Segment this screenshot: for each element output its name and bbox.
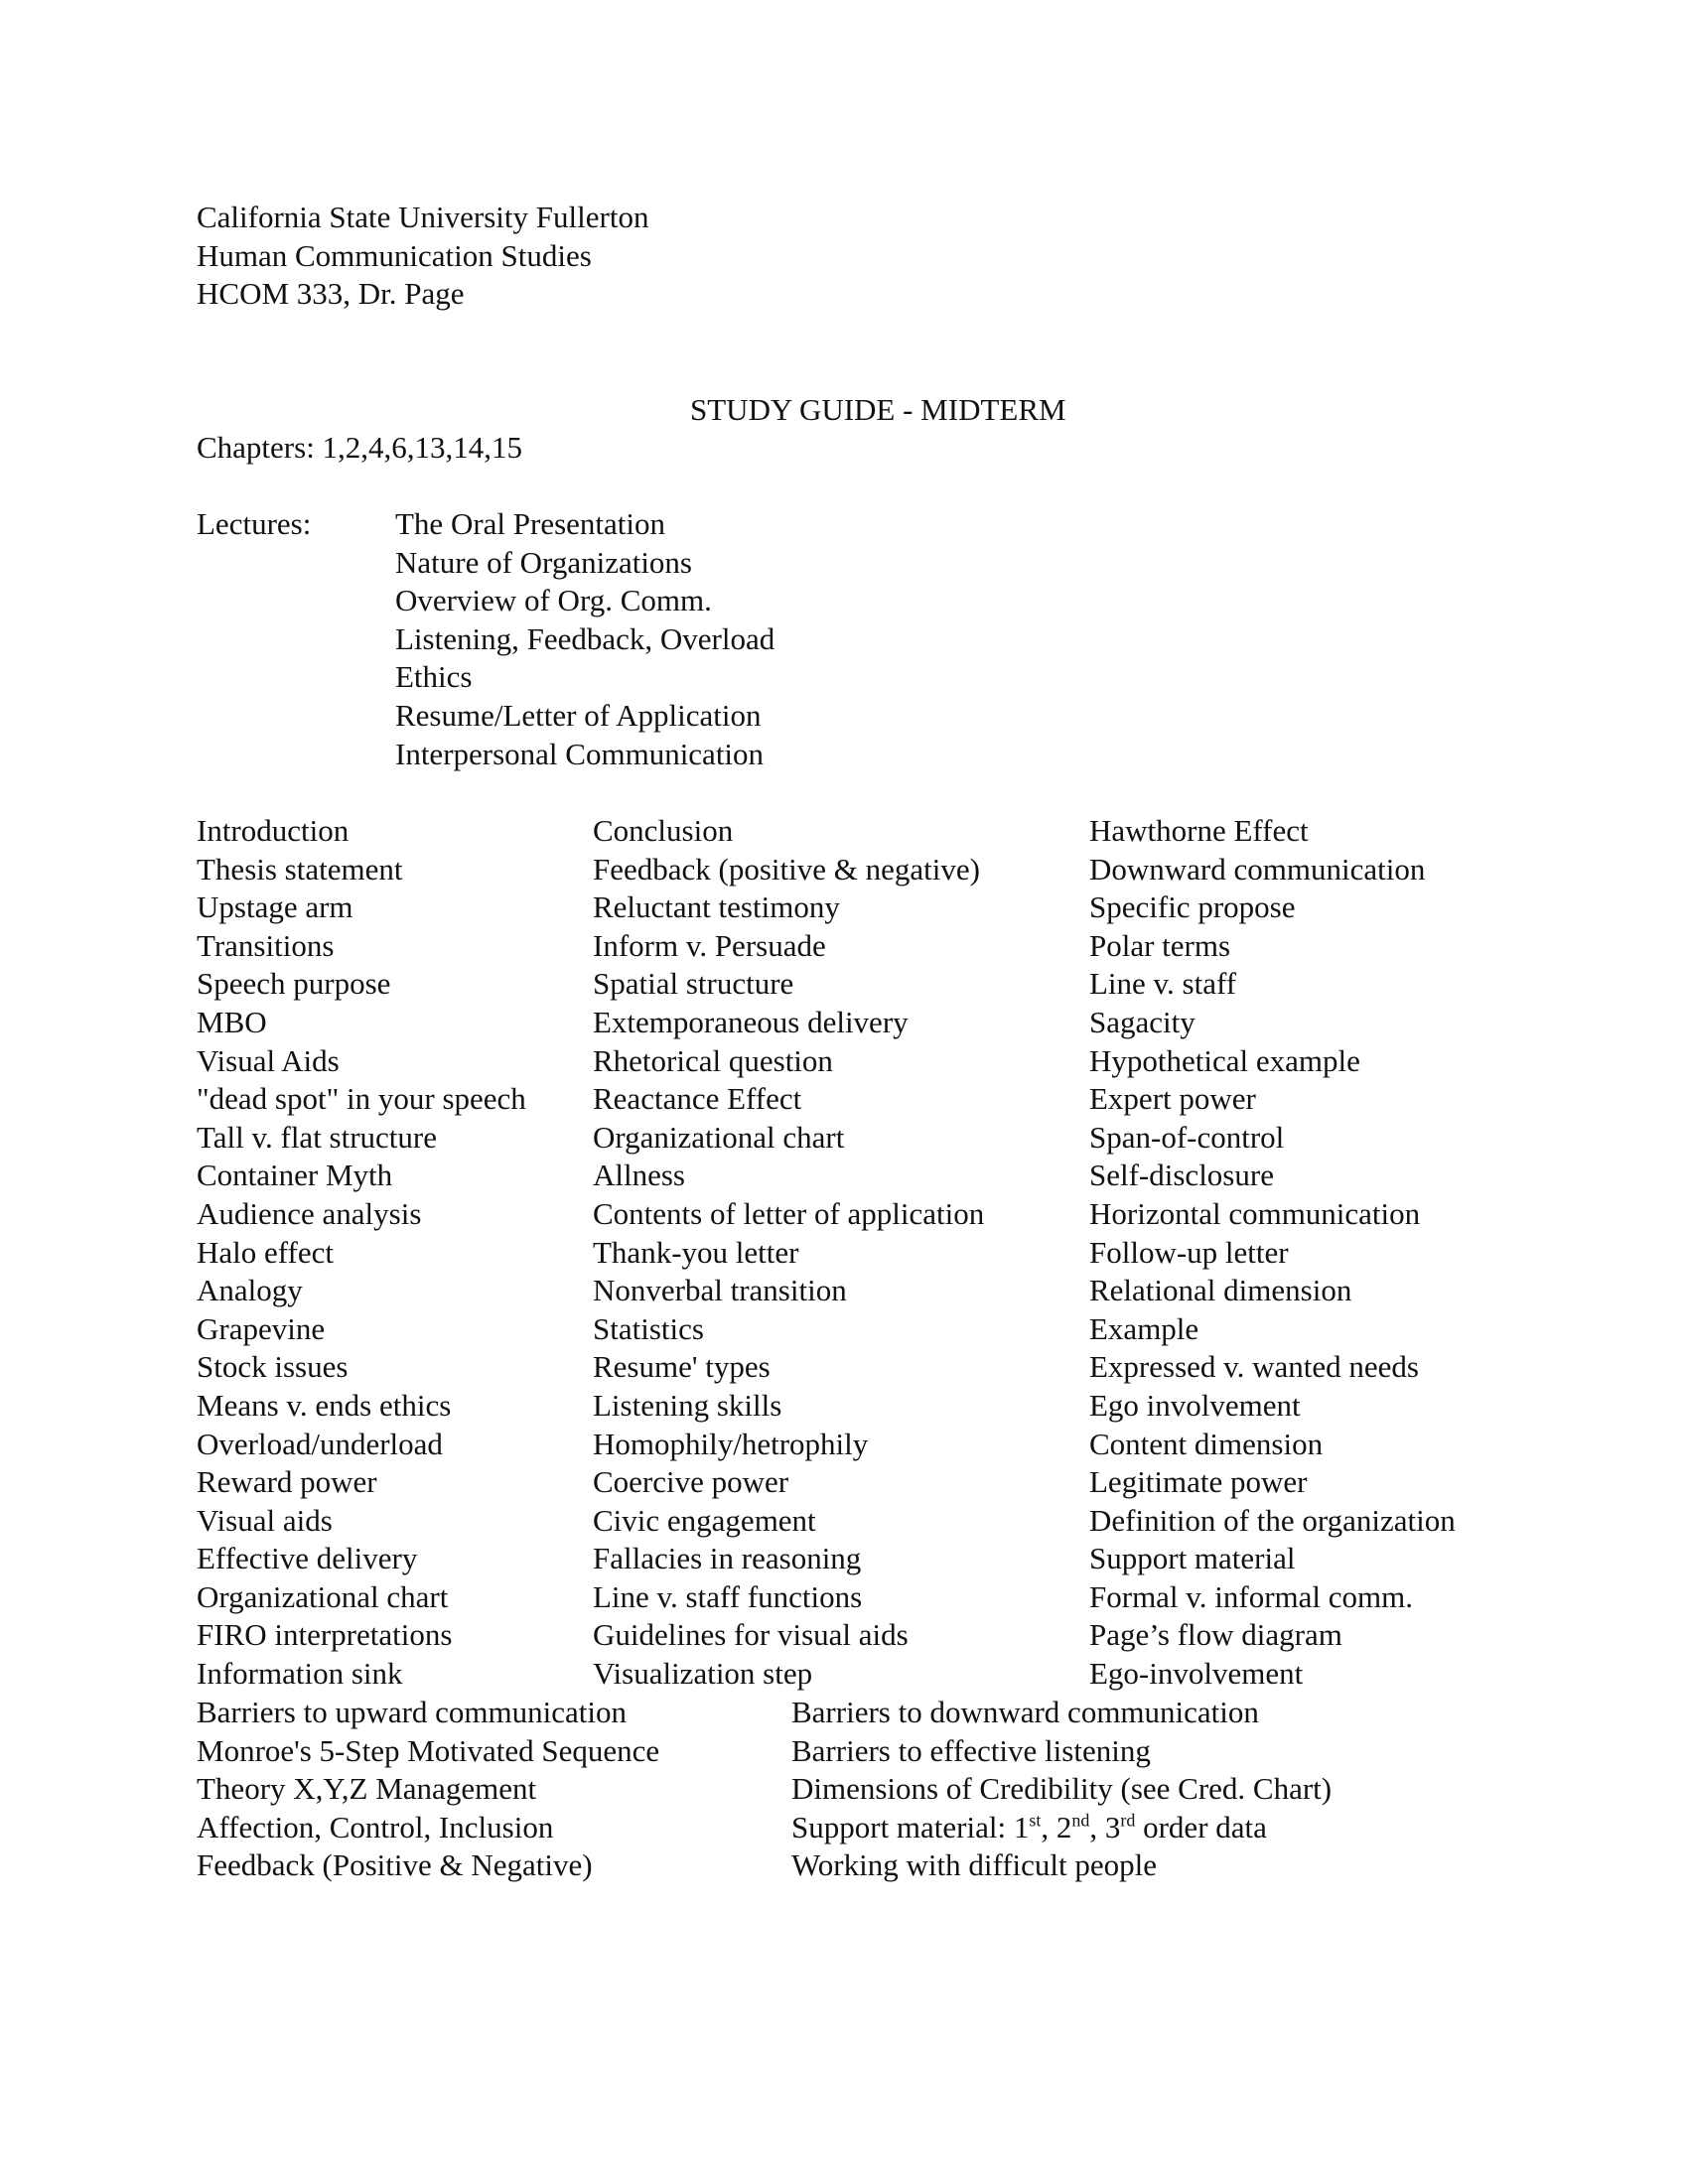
topic-item: Barriers to upward communication [197, 1695, 628, 1729]
terms-column-3 [1089, 812, 1456, 1694]
term-item: Line v. staff functions [593, 1578, 863, 1614]
term-item: Thank-you letter [593, 1234, 799, 1270]
lecture-item: Interpersonal Communication [395, 736, 765, 771]
term-item: Page’s flow diagram [1089, 1617, 1342, 1653]
term-item: Expressed v. wanted needs [1089, 1349, 1419, 1385]
term-item: Introduction [197, 813, 350, 848]
term-item: Polar terms [1089, 927, 1231, 963]
term-item: Definition of the organization [1089, 1502, 1456, 1538]
topic-item: Working with difficult people [791, 1847, 1158, 1883]
term-item: Allness [593, 1158, 685, 1193]
term-item: Overload/underload [197, 1426, 443, 1461]
term-item: Feedback (positive & negative) [593, 851, 980, 887]
term-item: Tall v. flat structure [197, 1119, 438, 1155]
lecture-item: Resume/Letter of Application [395, 697, 762, 733]
lecture-item: Nature of Organizations [395, 544, 692, 580]
term-item: MBO [197, 1004, 267, 1039]
support-suffix: order data [1135, 1809, 1267, 1844]
term-item: Grapevine [197, 1310, 326, 1346]
topics-column-left [197, 1694, 659, 1885]
term-item: Inform v. Persuade [593, 927, 826, 963]
term-item: Upstage arm [197, 889, 353, 925]
term-item: Audience analysis [197, 1195, 422, 1231]
term-item: Hawthorne Effect [1089, 813, 1309, 848]
term-item: Homophily/hetrophily [593, 1426, 869, 1461]
term-item: Line v. staff [1089, 966, 1237, 1002]
ordinal-suffix: st [1029, 1810, 1042, 1831]
lectures-label: Lectures: [197, 506, 312, 541]
term-item: Self-disclosure [1089, 1158, 1274, 1193]
term-item: Coercive power [593, 1464, 789, 1500]
university-name: California State University Fullerton [197, 200, 649, 234]
term-item: Hypothetical example [1089, 1042, 1360, 1078]
term-item: "dead spot" in your speech [197, 1081, 526, 1117]
topic-item-support-material [791, 1809, 1332, 1847]
ordinal-suffix: rd [1120, 1810, 1136, 1831]
term-item: Visualization step [593, 1656, 813, 1692]
lecture-item: The Oral Presentation [395, 506, 666, 541]
topic-item: Feedback (Positive & Negative) [197, 1847, 593, 1883]
term-item: FIRO interpretations [197, 1617, 453, 1653]
document-title: STUDY GUIDE - MIDTERM [690, 392, 1066, 427]
term-item: Downward communication [1089, 851, 1426, 887]
term-item: Stock issues [197, 1349, 349, 1385]
ordinal-suffix: nd [1071, 1810, 1090, 1831]
topics-column-right [791, 1694, 1332, 1885]
topic-item: Affection, Control, Inclusion [197, 1809, 554, 1844]
lectures-list [395, 505, 774, 773]
term-item: Means v. ends ethics [197, 1387, 452, 1423]
lecture-item: Overview of Org. Comm. [395, 583, 712, 618]
term-item: Container Myth [197, 1158, 393, 1193]
term-item: Formal v. informal comm. [1089, 1578, 1414, 1614]
term-item: Extemporaneous delivery [593, 1004, 909, 1039]
support-sep: , 2 [1041, 1809, 1072, 1844]
term-item: Conclusion [593, 813, 734, 848]
lecture-item: Ethics [395, 659, 473, 695]
terms-column-2 [593, 812, 984, 1694]
support-sep: , 3 [1089, 1809, 1121, 1844]
term-item: Ego involvement [1089, 1387, 1301, 1423]
term-item: Visual aids [197, 1502, 333, 1538]
term-item: Follow-up letter [1089, 1234, 1289, 1270]
term-item: Content dimension [1089, 1426, 1324, 1461]
chapters-line: Chapters: 1,2,4,6,13,14,15 [197, 430, 523, 465]
term-item: Ego-involvement [1089, 1656, 1304, 1692]
term-item: Specific propose [1089, 889, 1296, 925]
department-name: Human Communication Studies [197, 237, 592, 273]
term-item: Contents of letter of application [593, 1195, 985, 1231]
topic-item: Barriers to effective listening [791, 1732, 1151, 1768]
term-item: Resume' types [593, 1349, 771, 1385]
term-item: Thesis statement [197, 851, 403, 887]
course-header [197, 199, 648, 314]
term-item: Effective delivery [197, 1541, 418, 1576]
term-item: Visual Aids [197, 1042, 340, 1078]
term-item: Horizontal communication [1089, 1195, 1421, 1231]
term-item: Transitions [197, 927, 335, 963]
term-item: Expert power [1089, 1081, 1256, 1117]
lecture-item: Listening, Feedback, Overload [395, 620, 775, 656]
topic-item: Dimensions of Credibility (see Cred. Chart) [791, 1771, 1333, 1807]
topic-item: Theory X,Y,Z Management [197, 1771, 537, 1807]
term-item: Nonverbal transition [593, 1273, 847, 1308]
term-item: Reward power [197, 1464, 377, 1500]
term-item: Relational dimension [1089, 1273, 1352, 1308]
term-item: Legitimate power [1089, 1464, 1308, 1500]
term-item: Span-of-control [1089, 1119, 1285, 1155]
term-item: Information sink [197, 1656, 403, 1692]
term-item: Reactance Effect [593, 1081, 802, 1117]
term-item: Halo effect [197, 1234, 334, 1270]
term-item: Fallacies in reasoning [593, 1541, 862, 1576]
term-item: Analogy [197, 1273, 303, 1308]
term-item: Statistics [593, 1310, 704, 1346]
topic-item: Monroe's 5-Step Motivated Sequence [197, 1732, 660, 1768]
term-item: Sagacity [1089, 1004, 1196, 1039]
term-item: Rhetorical question [593, 1042, 833, 1078]
term-item: Support material [1089, 1541, 1296, 1576]
term-item: Organizational chart [197, 1578, 449, 1614]
term-item: Speech purpose [197, 966, 391, 1002]
term-item: Civic engagement [593, 1502, 816, 1538]
term-item: Example [1089, 1310, 1199, 1346]
term-item: Spatial structure [593, 966, 794, 1002]
term-item: Organizational chart [593, 1119, 845, 1155]
term-item: Listening skills [593, 1387, 782, 1423]
term-item: Reluctant testimony [593, 889, 840, 925]
term-item: Guidelines for visual aids [593, 1617, 909, 1653]
terms-column-1 [197, 812, 526, 1694]
support-prefix: Support material: 1 [791, 1809, 1030, 1844]
topic-item: Barriers to downward communication [791, 1695, 1259, 1729]
course-instructor: HCOM 333, Dr. Page [197, 276, 465, 312]
